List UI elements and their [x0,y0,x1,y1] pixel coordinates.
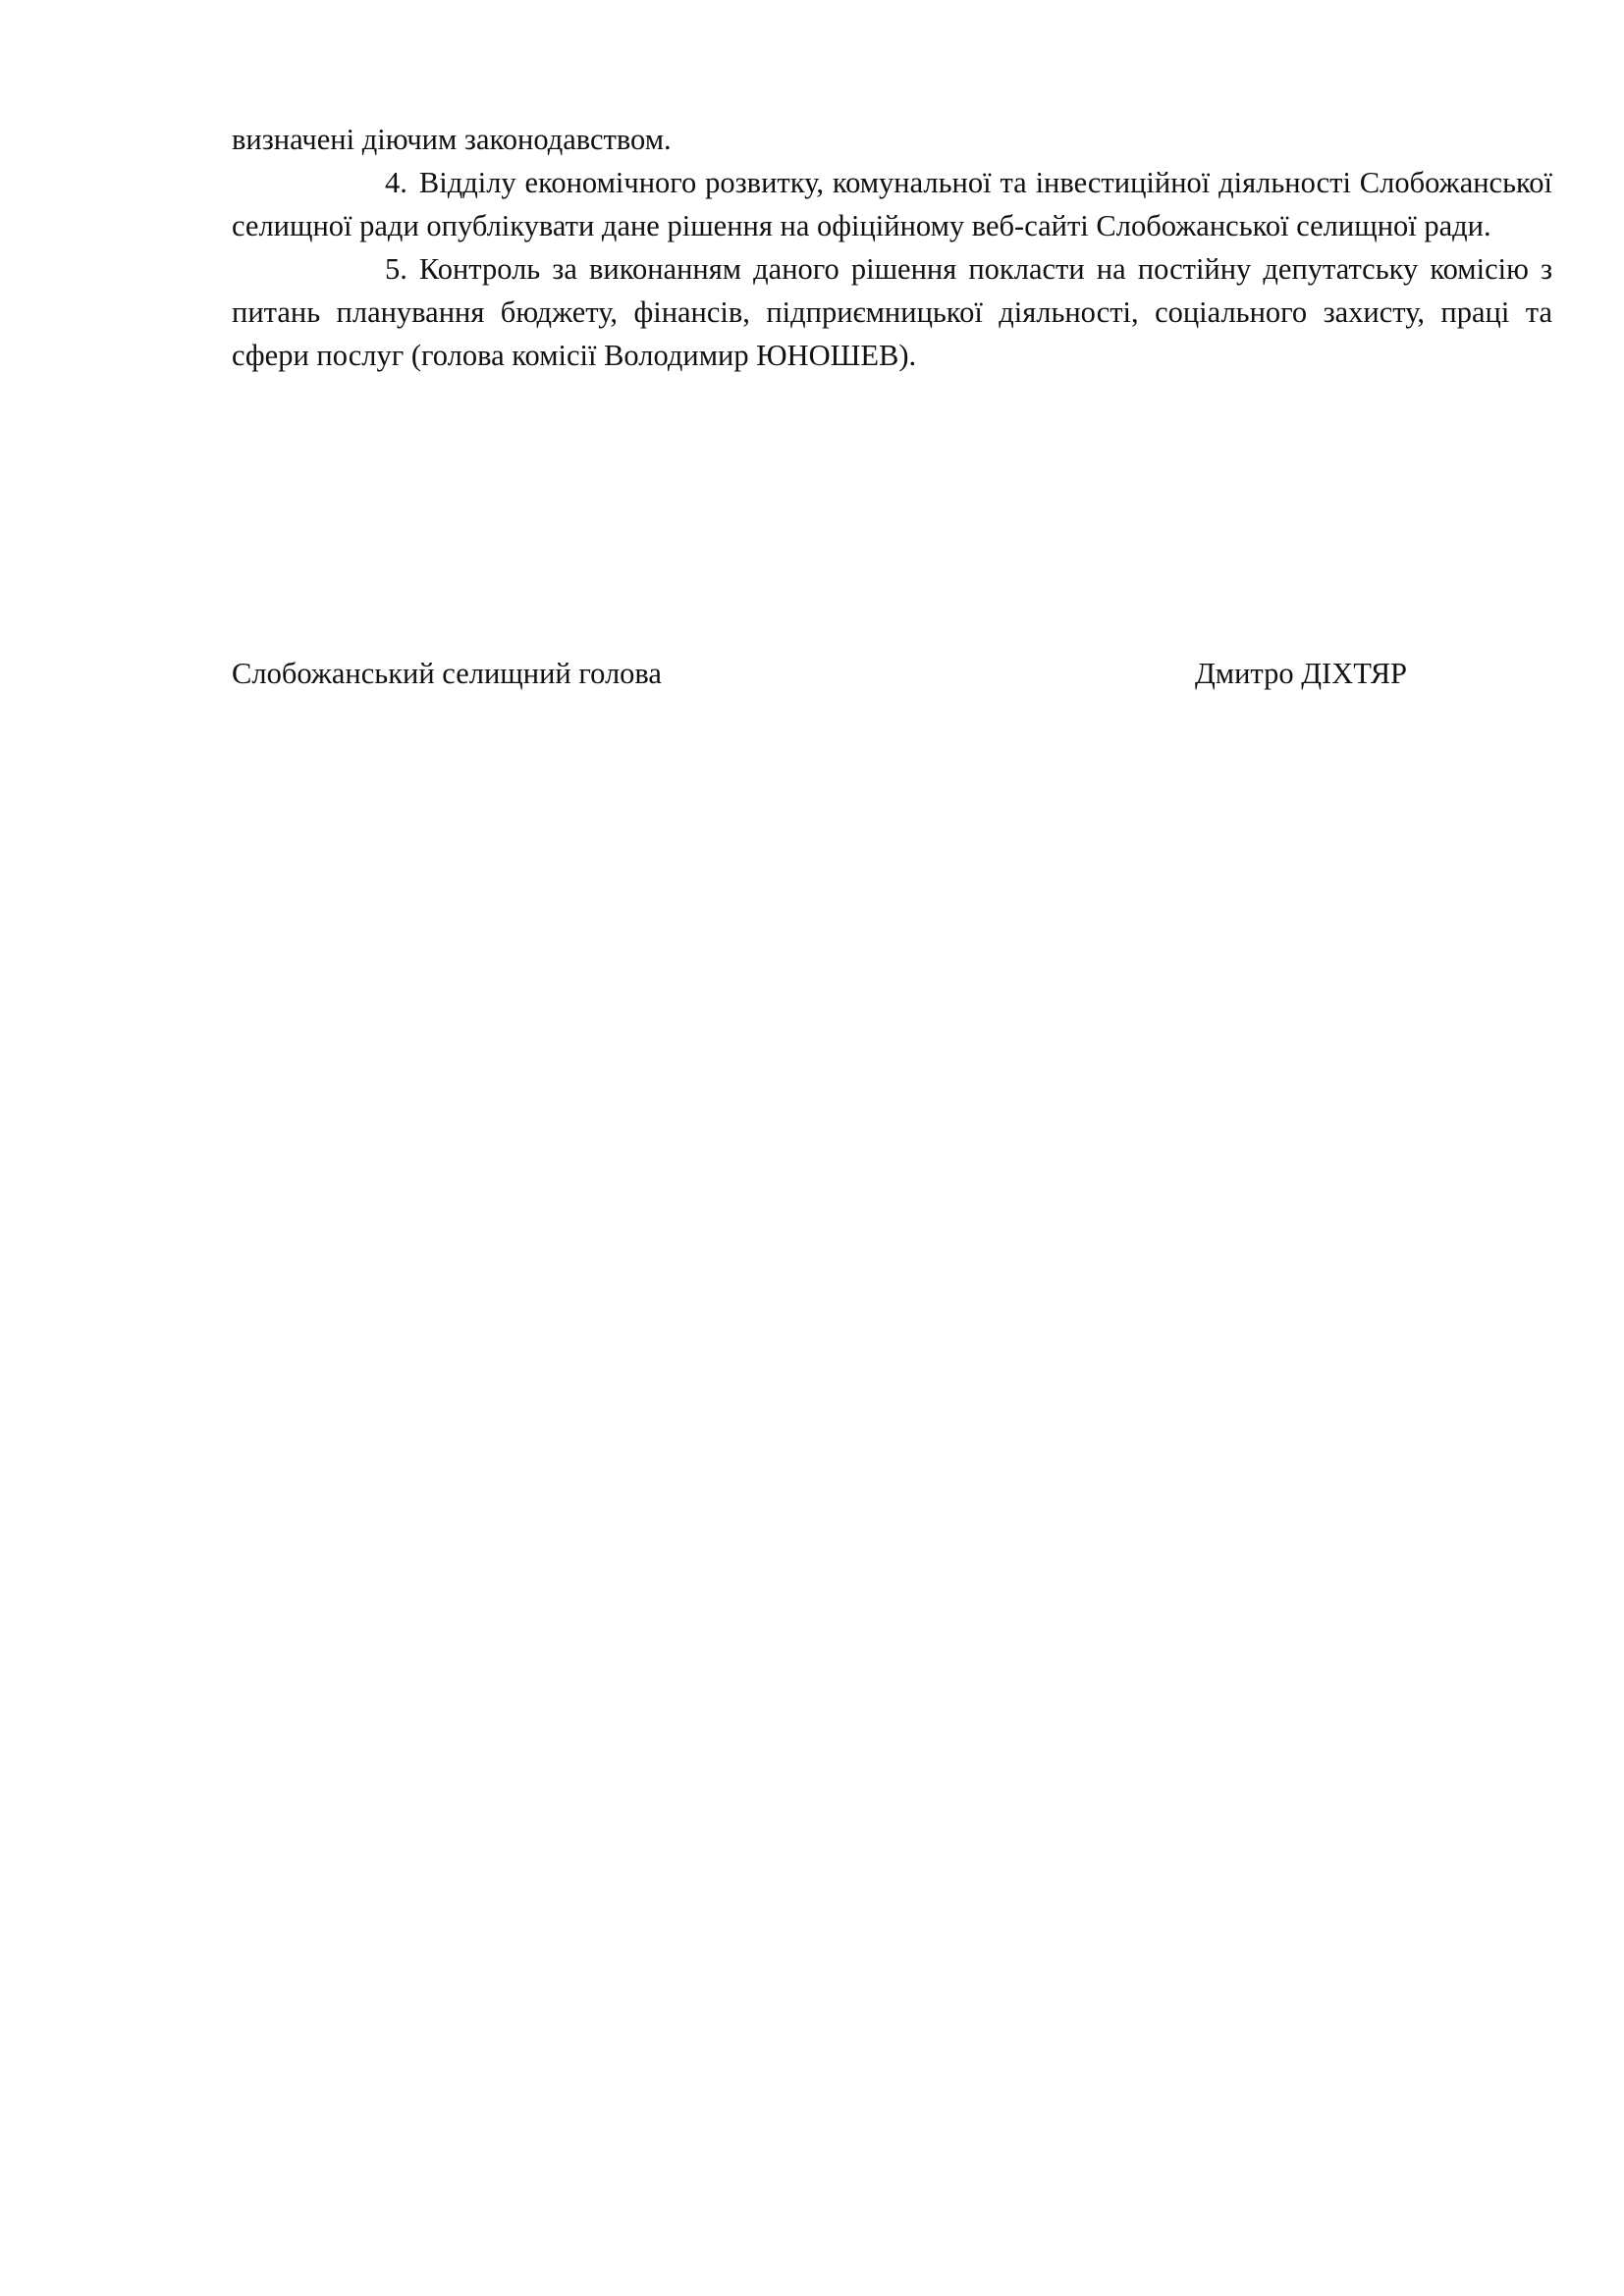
paragraph-number: 5. [385,252,407,286]
paragraph-item-5 [232,247,1552,377]
signatory-title: Слобожанський селищний голова [232,657,662,690]
signatory-name: Дмитро ДІХТЯР [1195,657,1408,690]
paragraph-number: 4. [385,166,407,199]
document-body [232,118,1552,377]
paragraph-text: Відділу економічного розвитку, комунальної та інвестиційної діяльності Слобожанської селищної ради опублікувати дане рішення на офіційному веб-сайті Слобожанської селищної ради. [232,166,1552,242]
paragraph-item-4 [232,161,1552,247]
signature-block [232,652,1430,695]
paragraph-text: Контроль за виконанням даного рішення покласти на постійну депутатську комісію з питань планування бюджету, фінансів, підприємницької діяльності, соціального захисту, праці та сфери послуг (голова комісії Володимир ЮНОШЕВ). [232,252,1552,372]
paragraph-text: визначені діючим законодавством. [232,123,672,156]
paragraph-continuation [232,118,1552,161]
